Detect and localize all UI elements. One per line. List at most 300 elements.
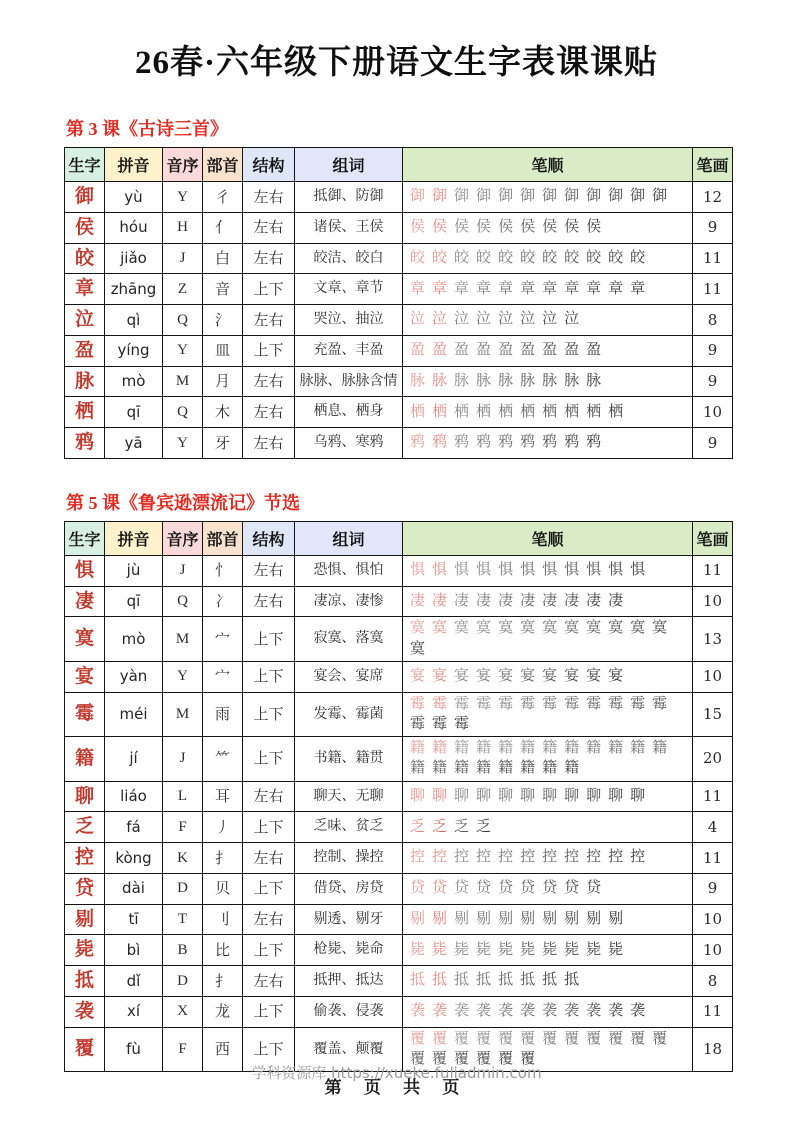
- stroke-frame: 皎: [564, 249, 580, 266]
- stroke-frame: 鸦: [498, 434, 514, 451]
- vocab-row: [65, 737, 733, 782]
- stroke-frame: 乏: [454, 818, 470, 835]
- watermark-text: 学科资源库 https://xueke.fuliadmin.com: [251, 1064, 542, 1082]
- words-cell: 栖息、栖身: [295, 397, 403, 428]
- stroke-frame: 袭: [564, 1003, 580, 1019]
- stroke-frame: 御: [454, 188, 470, 205]
- stroke-frame: 惧: [498, 562, 514, 578]
- stroke-frame: 惧: [520, 562, 536, 578]
- stroke-frame: 寞: [630, 620, 646, 637]
- stroke-frame: 抵: [542, 972, 558, 989]
- col-header-char: 生字: [65, 148, 105, 182]
- stroke-frame: 鸦: [432, 434, 448, 451]
- stroke-frame: 袭: [630, 1003, 646, 1019]
- stroke-count-cell: 13: [693, 617, 733, 662]
- char-cell: 章: [65, 274, 105, 305]
- char-cell: 覆: [65, 1027, 105, 1072]
- stroke-frame: 剔: [410, 910, 426, 927]
- stroke-frame: 贷: [564, 880, 580, 896]
- words-cell: 乏味、贫乏: [295, 812, 403, 843]
- pinyin-cell: liáo: [105, 781, 163, 812]
- stroke-frame: 宴: [608, 668, 624, 684]
- pinyin-cell: tī: [105, 904, 163, 935]
- stroke-order-cell: [403, 555, 693, 586]
- page-footer: [0, 1056, 793, 1110]
- radical-cell: 宀: [203, 661, 243, 692]
- structure-cell: 左右: [243, 243, 295, 274]
- stroke-frame: 章: [410, 280, 426, 297]
- stroke-count-cell: 10: [693, 586, 733, 617]
- stroke-count-cell: 9: [693, 212, 733, 243]
- vocab-table: [64, 147, 733, 459]
- stroke-frame: 聊: [564, 787, 580, 804]
- stroke-frame: 寞: [586, 620, 602, 637]
- initial-cell: Q: [163, 305, 203, 336]
- stroke-frame: 寞: [652, 620, 668, 637]
- stroke-frame: 霉: [608, 695, 624, 712]
- stroke-frame: 泣: [432, 311, 448, 328]
- stroke-frame: 侯: [454, 219, 470, 235]
- pinyin-cell: qī: [105, 397, 163, 428]
- vocab-row: [65, 397, 733, 428]
- stroke-frame: 凄: [498, 592, 514, 609]
- stroke-count-cell: 10: [693, 661, 733, 692]
- vocab-row: [65, 904, 733, 935]
- vocab-row: [65, 661, 733, 692]
- stroke-order-cell: [403, 812, 693, 843]
- stroke-frame: 御: [520, 188, 536, 205]
- stroke-frames: [410, 281, 685, 298]
- stroke-frame: 盈: [454, 342, 470, 358]
- vocab-row: [65, 781, 733, 812]
- initial-cell: L: [163, 781, 203, 812]
- radical-cell: 扌: [203, 843, 243, 874]
- pinyin-cell: yù: [105, 182, 163, 213]
- stroke-frame: 宴: [564, 668, 580, 684]
- stroke-frame: 御: [652, 188, 668, 205]
- stroke-frame: 侯: [410, 219, 426, 235]
- stroke-frame: 泣: [542, 311, 558, 328]
- words-cell: 剔透、剔牙: [295, 904, 403, 935]
- stroke-frame: 皎: [454, 249, 470, 266]
- stroke-frame: 毙: [542, 941, 558, 958]
- stroke-frame: 栖: [608, 403, 624, 420]
- stroke-frame: 皎: [432, 249, 448, 266]
- initial-cell: Y: [163, 335, 203, 366]
- stroke-frame: 袭: [586, 1003, 602, 1019]
- stroke-frame: 聊: [476, 787, 492, 804]
- radical-cell: 丿: [203, 812, 243, 843]
- stroke-frame: 御: [542, 188, 558, 205]
- stroke-frame: 栖: [586, 403, 602, 420]
- stroke-frame: 覆: [454, 1030, 470, 1047]
- stroke-frame: 鸦: [564, 434, 580, 451]
- radical-cell: 木: [203, 397, 243, 428]
- pinyin-cell: jí: [105, 737, 163, 782]
- initial-cell: K: [163, 843, 203, 874]
- stroke-order-cell: [403, 935, 693, 966]
- stroke-frame: 寞: [410, 640, 426, 657]
- stroke-frame: 毙: [454, 941, 470, 958]
- words-cell: 借贷、房贷: [295, 873, 403, 904]
- stroke-frame: 毙: [432, 941, 448, 958]
- stroke-frames: [410, 740, 685, 778]
- stroke-frame: 惧: [432, 562, 448, 578]
- stroke-frame: 控: [542, 849, 558, 866]
- vocab-row: [65, 212, 733, 243]
- stroke-frame: 籍: [520, 740, 536, 756]
- stroke-frame: 惧: [630, 562, 646, 578]
- stroke-frame: 鸦: [542, 434, 558, 451]
- stroke-frame: 覆: [476, 1030, 492, 1047]
- radical-cell: ⺮: [203, 737, 243, 782]
- stroke-frame: 覆: [432, 1030, 448, 1047]
- pinyin-cell: bì: [105, 935, 163, 966]
- structure-cell: 上下: [243, 996, 295, 1027]
- stroke-frame: 御: [410, 188, 426, 205]
- stroke-frame: 章: [498, 280, 514, 297]
- stroke-frame: 御: [498, 188, 514, 205]
- stroke-frame: 控: [586, 849, 602, 866]
- col-header-structure: 结构: [243, 148, 295, 182]
- stroke-frame: 宴: [410, 668, 426, 684]
- stroke-order-cell: [403, 243, 693, 274]
- words-cell: 哭泣、抽泣: [295, 305, 403, 336]
- stroke-frame: 抵: [520, 972, 536, 989]
- stroke-frame: 惧: [608, 562, 624, 578]
- section-title: 第 3 课《古诗三首》: [66, 119, 228, 139]
- stroke-frame: 贷: [520, 880, 536, 896]
- stroke-frames: [410, 668, 685, 685]
- stroke-frame: 籍: [608, 740, 624, 756]
- stroke-frame: 剔: [608, 910, 624, 927]
- stroke-frame: 贷: [410, 880, 426, 896]
- stroke-frame: 籍: [454, 740, 470, 756]
- char-cell: 贷: [65, 873, 105, 904]
- stroke-frame: 籍: [410, 760, 426, 777]
- stroke-frame: 凄: [542, 592, 558, 609]
- initial-cell: M: [163, 366, 203, 397]
- stroke-frame: 霉: [586, 695, 602, 712]
- initial-cell: Q: [163, 586, 203, 617]
- structure-cell: 左右: [243, 843, 295, 874]
- stroke-order-cell: [403, 873, 693, 904]
- stroke-frame: 聊: [608, 787, 624, 804]
- structure-cell: 左右: [243, 397, 295, 428]
- stroke-count-cell: 9: [693, 428, 733, 459]
- stroke-order-cell: [403, 212, 693, 243]
- stroke-frame: 御: [564, 188, 580, 205]
- char-cell: 霉: [65, 692, 105, 737]
- page-number-label: 第 页 共 页: [324, 1078, 469, 1097]
- char-cell: 剔: [65, 904, 105, 935]
- stroke-frame: 盈: [542, 342, 558, 358]
- structure-cell: 上下: [243, 812, 295, 843]
- stroke-frame: 剔: [432, 910, 448, 927]
- stroke-frame: 聊: [520, 787, 536, 804]
- stroke-frame: 泣: [498, 311, 514, 328]
- vocab-row: [65, 692, 733, 737]
- stroke-frame: 覆: [542, 1030, 558, 1047]
- col-header-stroke-order: 笔顺: [403, 148, 693, 182]
- stroke-frame: 贷: [476, 880, 492, 896]
- vocab-table: [64, 521, 733, 1072]
- radical-cell: 宀: [203, 617, 243, 662]
- stroke-frame: 抵: [476, 972, 492, 989]
- stroke-frames: [410, 788, 685, 805]
- pinyin-cell: yíng: [105, 335, 163, 366]
- structure-cell: 左右: [243, 904, 295, 935]
- stroke-frames: [410, 880, 685, 897]
- stroke-frame: 凄: [586, 592, 602, 609]
- stroke-frame: 剔: [454, 910, 470, 927]
- stroke-count-cell: 12: [693, 182, 733, 213]
- structure-cell: 左右: [243, 212, 295, 243]
- initial-cell: Y: [163, 182, 203, 213]
- pinyin-cell: fá: [105, 812, 163, 843]
- stroke-count-cell: 11: [693, 996, 733, 1027]
- stroke-frame: 鸦: [520, 434, 536, 451]
- col-header-stroke-count: 笔画: [693, 148, 733, 182]
- stroke-frame: 宴: [476, 668, 492, 684]
- stroke-frame: 侯: [520, 219, 536, 235]
- structure-cell: 上下: [243, 737, 295, 782]
- char-cell: 泣: [65, 305, 105, 336]
- stroke-frame: 籍: [498, 760, 514, 777]
- structure-cell: 左右: [243, 966, 295, 997]
- stroke-frame: 宴: [454, 668, 470, 684]
- stroke-frame: 寞: [608, 620, 624, 637]
- char-cell: 鸦: [65, 428, 105, 459]
- stroke-frame: 凄: [476, 592, 492, 609]
- char-cell: 侯: [65, 212, 105, 243]
- stroke-frames: [410, 972, 685, 989]
- col-header-pinyin: 拼音: [105, 521, 163, 555]
- sections-container: [0, 115, 793, 1072]
- words-cell: 枪毙、毙命: [295, 935, 403, 966]
- stroke-frame: 凄: [564, 592, 580, 609]
- stroke-frame: 控: [564, 849, 580, 866]
- words-cell: 皎洁、皎白: [295, 243, 403, 274]
- stroke-frame: 鸦: [454, 434, 470, 451]
- stroke-frame: 盈: [410, 342, 426, 358]
- initial-cell: B: [163, 935, 203, 966]
- stroke-frames: [410, 188, 685, 205]
- stroke-frame: 覆: [498, 1050, 514, 1067]
- radical-cell: 牙: [203, 428, 243, 459]
- stroke-frame: 聊: [410, 787, 426, 804]
- stroke-count-cell: 18: [693, 1027, 733, 1072]
- stroke-order-cell: [403, 586, 693, 617]
- stroke-order-cell: [403, 692, 693, 737]
- stroke-count-cell: 10: [693, 904, 733, 935]
- initial-cell: J: [163, 737, 203, 782]
- radical-cell: 亻: [203, 212, 243, 243]
- words-cell: 控制、操控: [295, 843, 403, 874]
- initial-cell: T: [163, 904, 203, 935]
- structure-cell: 上下: [243, 617, 295, 662]
- radical-cell: 忄: [203, 555, 243, 586]
- vocab-row: [65, 812, 733, 843]
- structure-cell: 上下: [243, 692, 295, 737]
- char-cell: 皎: [65, 243, 105, 274]
- stroke-frame: 聊: [542, 787, 558, 804]
- stroke-frame: 袭: [498, 1003, 514, 1019]
- char-cell: 毙: [65, 935, 105, 966]
- col-header-radical: 部首: [203, 521, 243, 555]
- char-cell: 盈: [65, 335, 105, 366]
- stroke-frame: 毙: [498, 941, 514, 958]
- radical-cell: 皿: [203, 335, 243, 366]
- stroke-frame: 寞: [454, 620, 470, 637]
- stroke-frame: 宴: [520, 668, 536, 684]
- pinyin-cell: mò: [105, 366, 163, 397]
- col-header-words: 组词: [295, 521, 403, 555]
- char-cell: 乏: [65, 812, 105, 843]
- stroke-frame: 惧: [542, 562, 558, 578]
- stroke-frame: 侯: [586, 219, 602, 235]
- stroke-frame: 覆: [498, 1030, 514, 1047]
- vocab-row: [65, 335, 733, 366]
- stroke-order-cell: [403, 966, 693, 997]
- stroke-frame: 凄: [410, 592, 426, 609]
- stroke-frame: 覆: [410, 1050, 426, 1067]
- pinyin-cell: hóu: [105, 212, 163, 243]
- stroke-frame: 寞: [520, 620, 536, 637]
- stroke-count-cell: 8: [693, 305, 733, 336]
- initial-cell: F: [163, 812, 203, 843]
- stroke-frame: 籍: [564, 760, 580, 777]
- initial-cell: J: [163, 243, 203, 274]
- stroke-frame: 毙: [586, 941, 602, 958]
- stroke-frame: 皎: [476, 249, 492, 266]
- vocab-row: [65, 243, 733, 274]
- stroke-frames: [410, 311, 685, 328]
- words-cell: 凄凉、凄惨: [295, 586, 403, 617]
- stroke-frame: 盈: [476, 342, 492, 358]
- lesson-section: [64, 489, 732, 1072]
- stroke-frame: 御: [586, 188, 602, 205]
- stroke-frame: 栖: [564, 403, 580, 420]
- stroke-order-cell: [403, 428, 693, 459]
- stroke-frames: [410, 819, 685, 836]
- stroke-frame: 籍: [542, 760, 558, 777]
- stroke-frame: 栖: [476, 403, 492, 420]
- vocab-row: [65, 366, 733, 397]
- stroke-frame: 凄: [608, 592, 624, 609]
- stroke-frame: 侯: [476, 219, 492, 235]
- stroke-frame: 栖: [498, 403, 514, 420]
- stroke-frame: 袭: [476, 1003, 492, 1019]
- stroke-frame: 毙: [608, 941, 624, 958]
- stroke-frame: 控: [476, 849, 492, 866]
- initial-cell: Y: [163, 661, 203, 692]
- stroke-count-cell: 8: [693, 966, 733, 997]
- stroke-frame: 凄: [432, 592, 448, 609]
- stroke-frame: 袭: [432, 1003, 448, 1019]
- stroke-frame: 惧: [476, 562, 492, 578]
- initial-cell: Q: [163, 397, 203, 428]
- stroke-frame: 盈: [498, 342, 514, 358]
- radical-cell: 扌: [203, 966, 243, 997]
- initial-cell: F: [163, 1027, 203, 1072]
- stroke-frame: 乏: [432, 818, 448, 835]
- stroke-frame: 抵: [410, 972, 426, 989]
- stroke-frame: 脉: [454, 372, 470, 389]
- stroke-frame: 章: [586, 280, 602, 297]
- stroke-frame: 霉: [410, 695, 426, 712]
- stroke-frame: 乏: [476, 818, 492, 835]
- stroke-frame: 章: [608, 280, 624, 297]
- stroke-frame: 毙: [564, 941, 580, 958]
- words-cell: 寂寞、落寞: [295, 617, 403, 662]
- structure-cell: 左右: [243, 182, 295, 213]
- stroke-frames: [410, 434, 685, 451]
- initial-cell: H: [163, 212, 203, 243]
- stroke-frame: 泣: [410, 311, 426, 328]
- stroke-frame: 籍: [586, 740, 602, 756]
- vocab-row: [65, 996, 733, 1027]
- stroke-frame: 毙: [410, 941, 426, 958]
- words-cell: 脉脉、脉脉含情: [295, 366, 403, 397]
- stroke-frame: 鸦: [476, 434, 492, 451]
- stroke-frame: 覆: [520, 1050, 536, 1067]
- stroke-frame: 霉: [454, 715, 470, 732]
- stroke-count-cell: 11: [693, 274, 733, 305]
- stroke-frame: 章: [476, 280, 492, 297]
- stroke-frame: 霉: [432, 715, 448, 732]
- stroke-frame: 宴: [586, 668, 602, 684]
- stroke-frame: 剔: [476, 910, 492, 927]
- stroke-frame: 剔: [586, 910, 602, 927]
- structure-cell: 上下: [243, 873, 295, 904]
- stroke-frames: [410, 696, 685, 734]
- stroke-frame: 御: [608, 188, 624, 205]
- stroke-frame: 脉: [586, 372, 602, 389]
- stroke-frame: 脉: [476, 372, 492, 389]
- header-row: [65, 148, 733, 182]
- stroke-frame: 控: [432, 849, 448, 866]
- stroke-count-cell: 11: [693, 781, 733, 812]
- stroke-frames: [410, 342, 685, 359]
- stroke-frame: 籍: [432, 760, 448, 777]
- stroke-order-cell: [403, 274, 693, 305]
- stroke-frame: 袭: [454, 1003, 470, 1019]
- pinyin-cell: qī: [105, 586, 163, 617]
- initial-cell: M: [163, 692, 203, 737]
- stroke-frame: 籍: [498, 740, 514, 756]
- char-cell: 抵: [65, 966, 105, 997]
- stroke-frame: 章: [454, 280, 470, 297]
- stroke-count-cell: 15: [693, 692, 733, 737]
- stroke-frame: 栖: [454, 403, 470, 420]
- stroke-frame: 抵: [564, 972, 580, 989]
- stroke-frame: 霉: [520, 695, 536, 712]
- words-cell: 宴会、宴席: [295, 661, 403, 692]
- char-cell: 凄: [65, 586, 105, 617]
- page-title: 26春·六年级下册语文生字表课课贴: [134, 45, 658, 81]
- stroke-frame: 聊: [498, 787, 514, 804]
- radical-cell: 月: [203, 366, 243, 397]
- structure-cell: 左右: [243, 366, 295, 397]
- vocab-row: [65, 586, 733, 617]
- stroke-frame: 宴: [498, 668, 514, 684]
- stroke-frame: 侯: [498, 219, 514, 235]
- structure-cell: 左右: [243, 305, 295, 336]
- stroke-count-cell: 9: [693, 366, 733, 397]
- stroke-frame: 霉: [652, 695, 668, 712]
- radical-cell: 冫: [203, 586, 243, 617]
